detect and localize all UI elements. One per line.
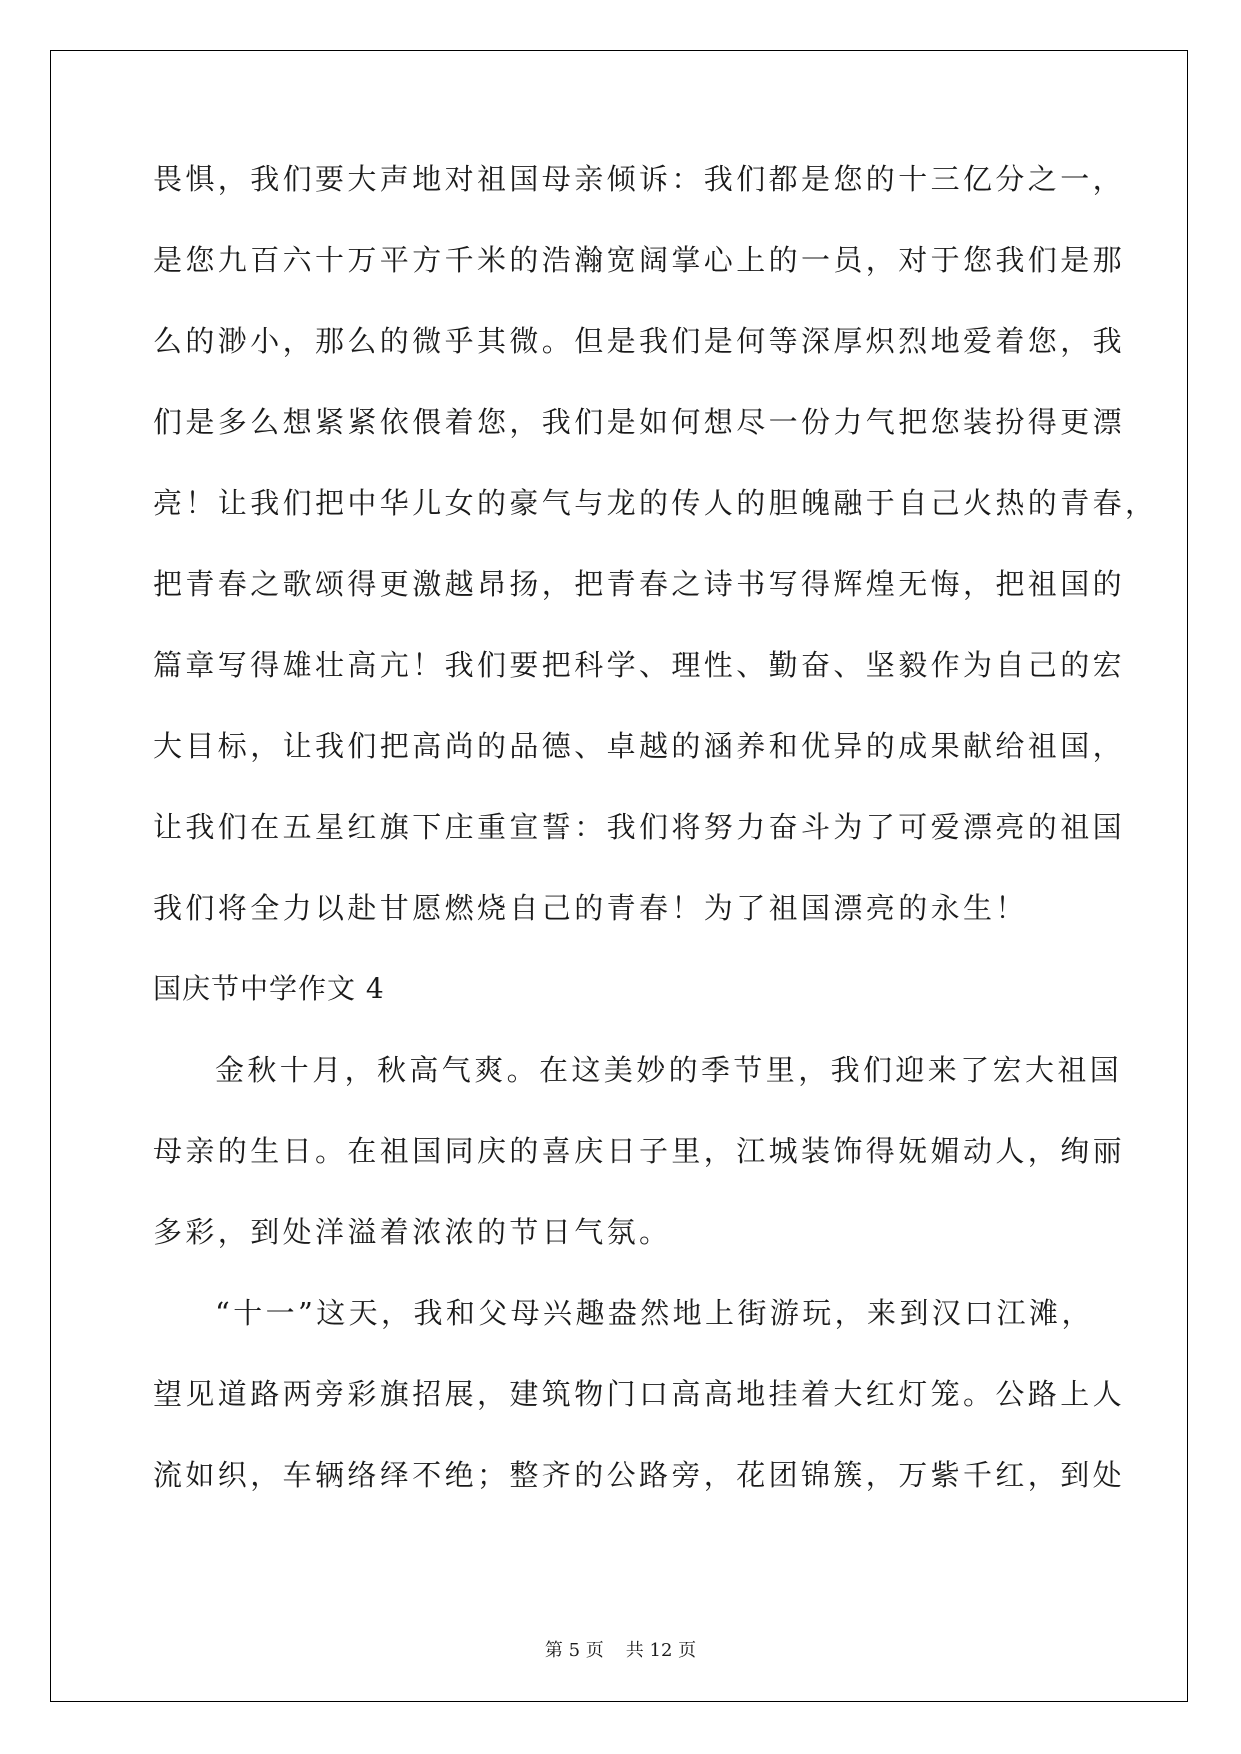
text-line: 畏惧，我们要大声地对祖国母亲倾诉：我们都是您的十三亿分之一， [153,162,1126,196]
total-page-count: 共 12 页 [625,1640,697,1661]
text-line: 金秋十月，秋高气爽。在这美妙的季节里，我们迎来了宏大祖国 [215,1053,1123,1087]
text-line: 们是多么想紧紧依偎着您，我们是如何想尽一份力气把您装扮得更漂 [153,405,1126,439]
text-line: 是您九百六十万平方千米的浩瀚宽阔掌心上的一员，对于您我们是那 [153,243,1126,277]
text-line: 母亲的生日。在祖国同庆的喜庆日子里，江城装饰得妩媚动人，绚丽 [153,1134,1126,1168]
text-line: 亮！让我们把中华儿女的豪气与龙的传人的胆魄融于自己火热的青春， [153,486,1158,520]
text-line: 么的渺小，那么的微乎其微。但是我们是何等深厚炽烈地爱着您，我 [153,324,1126,358]
text-line: 篇章写得雄壮高亢！我们要把科学、理性、勤奋、坚毅作为自己的宏 [153,648,1126,682]
current-page-number: 第 5 页 [544,1640,604,1661]
text-line: 让我们在五星红旗下庄重宣誓：我们将努力奋斗为了可爱漂亮的祖国 [153,810,1126,844]
document-body [153,160,1158,1537]
text-line: 大目标，让我们把高尚的品德、卓越的涵养和优异的成果献给祖国， [153,729,1126,763]
text-line: “十一”这天，我和父母兴趣盎然地上街游玩，来到汉口江滩， [215,1296,1094,1330]
text-line: 流如织，车辆络绎不绝；整齐的公路旁，花团锦簇，万紫千红，到处 [153,1458,1126,1492]
text-line: 我们将全力以赴甘愿燃烧自己的青春！为了祖国漂亮的永生！ [153,891,1028,925]
text-line: 把青春之歌颂得更激越昂扬，把青春之诗书写得辉煌无悔，把祖国的 [153,567,1126,601]
text-line: 多彩，到处洋溢着浓浓的节日气氛。 [153,1215,672,1249]
section-heading: 国庆节中学作文 4 [153,972,385,1005]
page-footer [0,1636,1241,1662]
text-line: 望见道路两旁彩旗招展，建筑物门口高高地挂着大红灯笼。公路上人 [153,1377,1126,1411]
